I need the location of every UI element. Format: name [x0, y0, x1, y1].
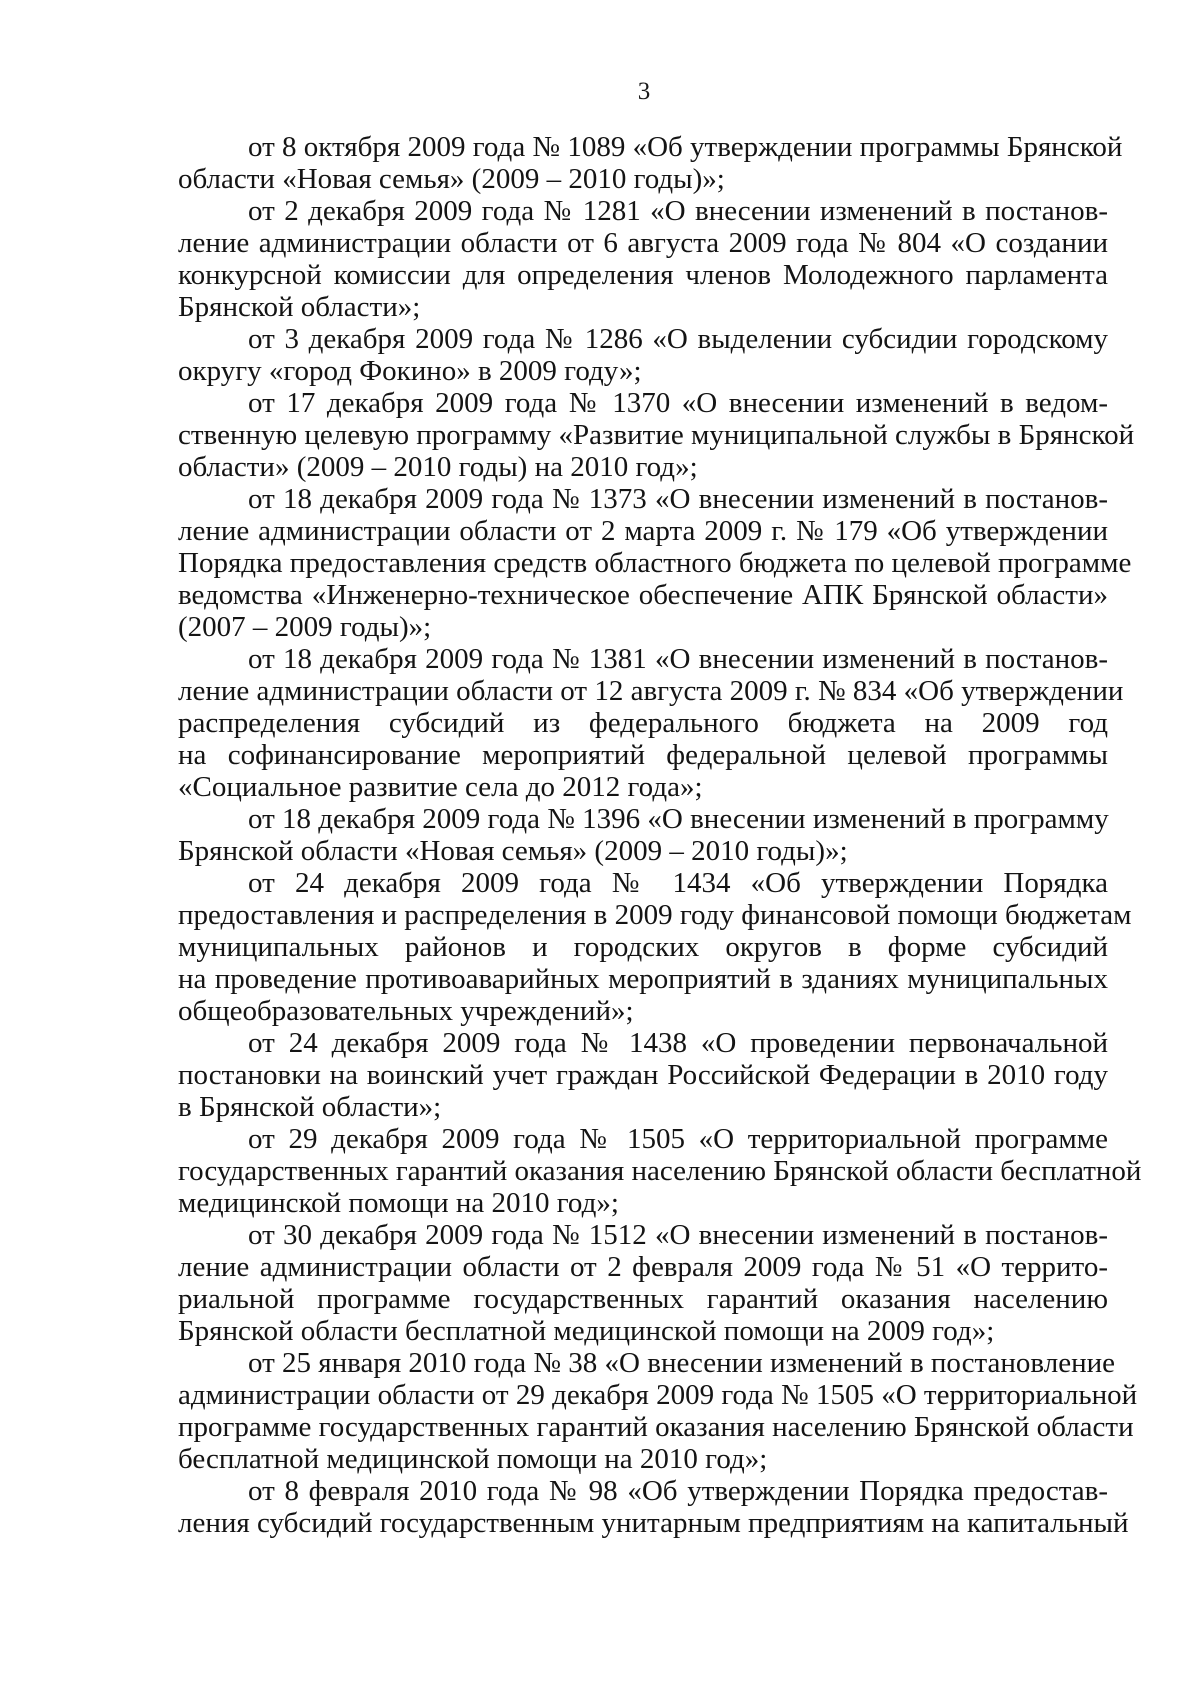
text-line: Брянской области бесплатной медицинской помощи на 2009 год»; [178, 1315, 995, 1347]
page-number: 3 [637, 78, 651, 105]
text-line: от 8 февраля 2010 года № 98 «Об утверждении Порядка предостав- [248, 1475, 1108, 1507]
text-line: ление администрации области от 6 августа 2009 года № 804 «О создании [178, 227, 1108, 259]
text-line: медицинской помощи на 2010 год»; [178, 1187, 619, 1219]
text-line: администрации области от 29 декабря 2009 года № 1505 «О территориальной [178, 1379, 1138, 1411]
text-line: бесплатной медицинской помощи на 2010 год»; [178, 1443, 768, 1475]
text-line: от 24 декабря 2009 года № 1434 «Об утверждении Порядка [248, 867, 1108, 899]
text-line: от 18 декабря 2009 года № 1373 «О внесении изменений в постанов- [248, 483, 1108, 515]
text-line: «Социальное развитие села до 2012 года»; [178, 771, 703, 803]
text-line: ственную целевую программу «Развитие муниципальной службы в Брянской [178, 419, 1135, 451]
text-line: ление администрации области от 2 февраля 2009 года № 51 «О террито- [178, 1251, 1108, 1283]
text-line: от 30 декабря 2009 года № 1512 «О внесении изменений в постанов- [248, 1219, 1108, 1251]
text-line: ление администрации области от 2 марта 2009 г. № 179 «Об утверждении [178, 515, 1108, 547]
text-line: на софинансирование мероприятий федеральной целевой программы [178, 739, 1108, 771]
text-line: от 3 декабря 2009 года № 1286 «О выделении субсидии городскому [248, 323, 1108, 355]
text-line: от 18 декабря 2009 года № 1396 «О внесении изменений в программу [248, 803, 1109, 835]
text-line: муниципальных районов и городских округов в форме субсидий [178, 931, 1108, 963]
text-line: программе государственных гарантий оказания населению Брянской области [178, 1411, 1134, 1443]
text-line: на проведение противоаварийных мероприятий в зданиях муниципальных [178, 963, 1108, 995]
text-line: от 8 октября 2009 года № 1089 «Об утверждении программы Брянской [248, 131, 1123, 163]
text-line: предоставления и распределения в 2009 году финансовой помощи бюджетам [178, 899, 1132, 931]
text-line: от 2 декабря 2009 года № 1281 «О внесении изменений в постанов- [248, 195, 1108, 227]
text-line: области «Новая семья» (2009 – 2010 годы)»; [178, 163, 725, 195]
text-line: конкурсной комиссии для определения членов Молодежного парламента [178, 259, 1108, 291]
text-line: от 17 декабря 2009 года № 1370 «О внесении изменений в ведом- [248, 387, 1108, 419]
text-line: общеобразовательных учреждений»; [178, 995, 634, 1027]
text-line: Брянской области «Новая семья» (2009 – 2010 годы)»; [178, 835, 848, 867]
text-line: от 18 декабря 2009 года № 1381 «О внесении изменений в постанов- [248, 643, 1108, 675]
text-line: ления субсидий государственным унитарным предприятиям на капитальный [178, 1507, 1129, 1539]
text-line: от 25 января 2010 года № 38 «О внесении изменений в постановление [248, 1347, 1115, 1379]
text-line: государственных гарантий оказания населению Брянской области бесплатной [178, 1155, 1142, 1187]
text-line: Брянской области»; [178, 291, 421, 323]
text-line: распределения субсидий из федерального бюджета на 2009 год [178, 707, 1108, 739]
text-line: Порядка предоставления средств областного бюджета по целевой программе [178, 547, 1132, 579]
text-line: ление администрации области от 12 августа 2009 г. № 834 «Об утверждении [178, 675, 1124, 707]
text-line: в Брянской области»; [178, 1091, 442, 1123]
text-line: от 29 декабря 2009 года № 1505 «О территориальной программе [248, 1123, 1108, 1155]
text-line: от 24 декабря 2009 года № 1438 «О проведении первоначальной [248, 1027, 1108, 1059]
text-line: ведомства «Инженерно-техническое обеспечение АПК Брянской области» [178, 579, 1108, 611]
text-line: (2007 – 2009 годы)»; [178, 611, 432, 643]
text-line: риальной программе государственных гарантий оказания населению [178, 1283, 1108, 1315]
text-line: постановки на воинский учет граждан Российской Федерации в 2010 году [178, 1059, 1108, 1091]
text-line: округу «город Фокино» в 2009 году»; [178, 355, 642, 387]
text-line: области» (2009 – 2010 годы) на 2010 год»; [178, 451, 698, 483]
